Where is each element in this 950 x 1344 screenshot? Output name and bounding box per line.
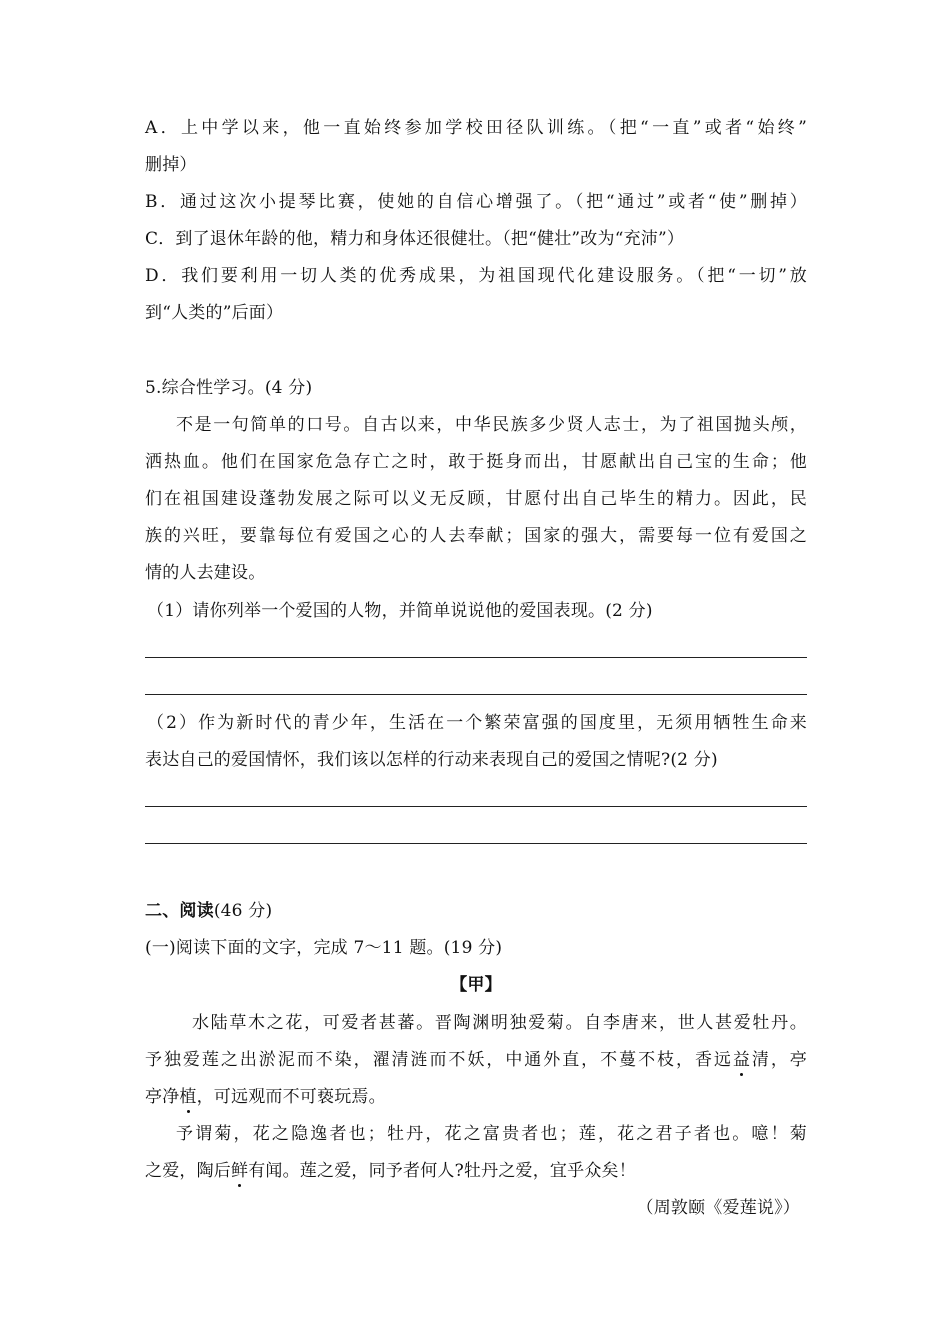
passage-text: 之爱，陶后 — [145, 1161, 231, 1181]
passage-text: 清，亭 — [750, 1050, 807, 1070]
section-heading — [145, 900, 807, 922]
part1-instruction: (一)阅读下面的文字，完成 7～11 题。(19 分) — [145, 938, 503, 958]
option-a-line1: A．上中学以来，他一直始终参加学校田径队训练。（把“一直”或者“始终” — [145, 118, 807, 138]
passage-text: 予独爱莲之出淤泥而不染，濯清涟而不妖，中通外直，不蔓不枝，香远 — [145, 1050, 733, 1070]
section-score: (46 分) — [213, 901, 273, 921]
q5-para-line4: 族的兴旺，要靠每位有爱国之心的人去奉献；国家的强大，需要每一位有爱国之 — [145, 526, 807, 546]
option-b-line1: B．通过这次小提琴比赛，使她的自信心增强了。（把“通过”或者“使”删掉） — [145, 192, 807, 212]
passage-p1-line1: 水陆草木之花，可爱者甚蕃。晋陶渊明独爱菊。自李唐来，世人甚爱牡丹。 — [192, 1013, 807, 1033]
answer-line-3[interactable] — [145, 806, 807, 807]
q5-para-line2: 洒热血。他们在国家危急存亡之时，敢于挺身而出，甘愿献出自己宝的生命；他 — [145, 452, 807, 472]
option-c-line1: C．到了退休年龄的他，精力和身体还很健壮。（把“健壮”改为“充沛”） — [145, 229, 685, 249]
passage-text: ，可远观而不可亵玩焉。 — [196, 1087, 386, 1107]
passage-jia-label: 【甲】 — [450, 975, 502, 995]
passage-p2-line1: 予谓菊，花之隐逸者也；牡丹，花之富贵者也；莲，花之君子者也。噫！菊 — [176, 1124, 807, 1144]
dotted-char-yi: 益 — [732, 1050, 751, 1070]
q5-para-line3: 们在祖国建设蓬勃发展之际可以义无反顾，甘愿付出自己毕生的精力。因此，民 — [145, 489, 807, 509]
answer-line-4[interactable] — [145, 843, 807, 844]
passage-source: （周敦颐《爱莲说》） — [636, 1198, 800, 1218]
passage-text: 亭净 — [145, 1087, 180, 1107]
q5-para-line5: 情的人去建设。 — [145, 563, 266, 583]
q5-sub2-line2: 表达自己的爱国情怀，我们该以怎样的行动来表现自己的爱国之情呢?(2 分) — [145, 750, 718, 770]
passage-p1-line2 — [145, 1049, 807, 1071]
q5-sub2-line1: （2）作为新时代的青少年，生活在一个繁荣富强的国度里，无须用牺牲生命来 — [147, 713, 807, 733]
q5-para-line1: 不是一句简单的口号。自古以来，中华民族多少贤人志士，为了祖国抛头颅， — [176, 415, 807, 435]
passage-p1-line3 — [145, 1086, 807, 1108]
answer-line-1[interactable] — [145, 657, 807, 658]
dotted-char-xian: 鲜 — [231, 1161, 249, 1181]
option-d-line2: 到“人类的”后面） — [145, 303, 284, 323]
q5-title: 5.综合性学习。(4 分) — [145, 378, 313, 398]
section-title: 二、阅读 — [145, 901, 214, 921]
dotted-char-zhi: 植 — [179, 1087, 197, 1107]
q5-sub1: （1）请你列举一个爱国的人物，并简单说说他的爱国表现。(2 分) — [147, 601, 653, 621]
passage-text: 有闻。莲之爱，同予者何人?牡丹之爱，宜乎众矣！ — [248, 1161, 636, 1181]
option-d-line1: D．我们要利用一切人类的优秀成果，为祖国现代化建设服务。（把“一切”放 — [145, 266, 807, 286]
option-a-line2: 删掉） — [145, 155, 197, 175]
answer-line-2[interactable] — [145, 694, 807, 695]
passage-p2-line2 — [145, 1160, 807, 1182]
